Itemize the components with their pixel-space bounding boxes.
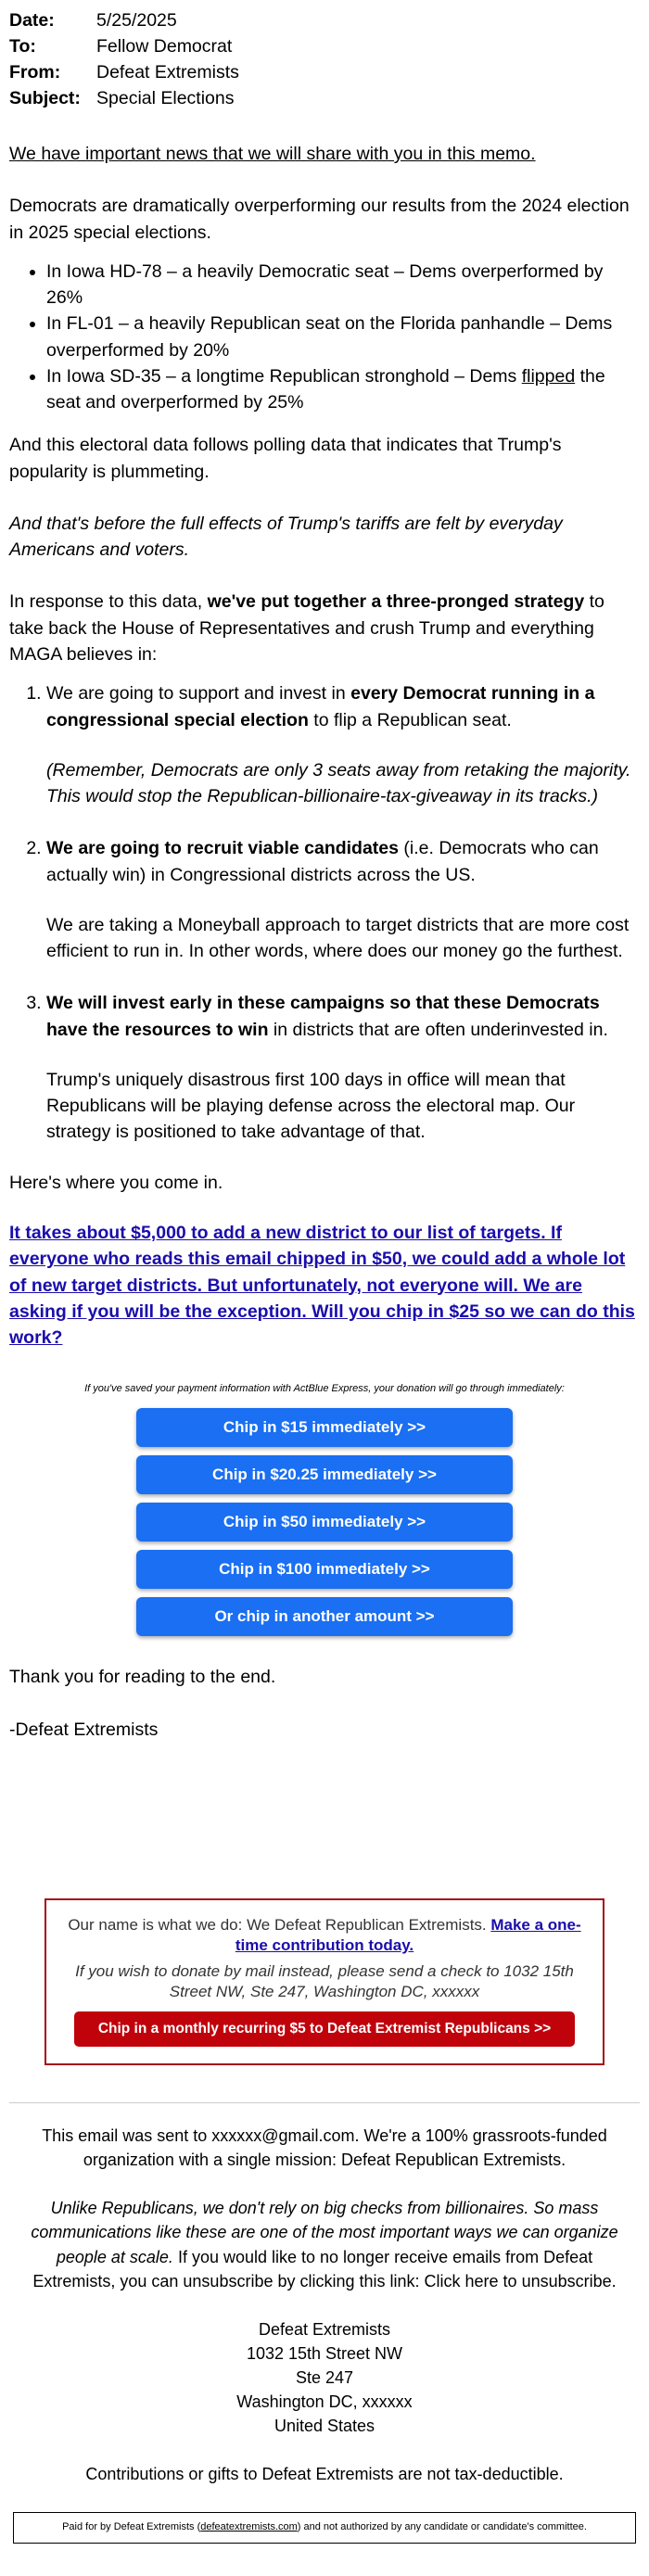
strategy-bold: We are going to recruit viable candidates <box>46 838 399 859</box>
footer-divider <box>9 2102 640 2103</box>
box-text: Our name is what we do: We Defeat Republican Extremists. <box>68 1915 491 1934</box>
street-address: 1032 15th Street NW <box>246 2343 403 2363</box>
date-label: Date: <box>9 9 55 31</box>
subject-value: Special Elections <box>96 87 235 108</box>
date-row <box>9 7 640 33</box>
tariffs-paragraph: And that's before the full effects of Trump's tariffs are felt by everyday Americans and voters. <box>9 513 563 561</box>
chip-15-button[interactable]: Chip in $15 immediately >> <box>136 1408 513 1447</box>
footer <box>9 2124 640 2486</box>
strategy-text: (i.e. Democrats who can actually win) in Congressional districts across the US. <box>46 838 599 885</box>
list-item: • In Iowa HD-78 – a heavily Democratic seat – Dems overperformed by 26% <box>46 259 640 311</box>
strategy-item-2 <box>46 835 640 964</box>
suite: Ste 247 <box>295 2367 354 2387</box>
from-label: From: <box>9 61 61 82</box>
results-list <box>9 259 640 416</box>
list-item: • In FL-01 – a heavily Republican seat on the Florida panhandle – Dems overperformed by 20% <box>46 311 640 363</box>
donate-ask-link[interactable]: It takes about $5,000 to add a new district to our list of targets. If everyone who reads this email chipped in $50, we could add a whole lot of new target districts. But unfortunately, not everyone will. We are asking if you will be the exception. Will you chip in $25 so we can do this work? <box>9 1222 635 1349</box>
signature: -Defeat Extremists <box>9 1719 159 1740</box>
strategy-text: to flip a Republican seat. <box>308 709 512 730</box>
to-label: To: <box>9 35 36 57</box>
strategy-list <box>9 680 640 1145</box>
from-row <box>9 59 640 85</box>
country: United States <box>274 2417 375 2436</box>
strategy-intro-paragraph <box>9 589 640 667</box>
mail-donation-text: If you wish to donate by mail instead, please send a check to 1032 15th Street NW, Ste 247, Washington DC, xxxxxx <box>75 1961 574 2001</box>
strategy-item-1 <box>46 680 640 809</box>
strategy-intro-text: to take back the House of Representatives and crush Trump and everything MAGA believes in: <box>9 591 604 665</box>
memo-header <box>9 7 640 111</box>
actblue-express-note: If you've saved your payment information with ActBlue Express, your donation will go through immediately: <box>84 1383 565 1395</box>
from-value: Defeat Extremists <box>96 61 239 82</box>
list-item <box>46 363 640 416</box>
paid-text: Paid for by Defeat Extremists ( <box>62 2521 201 2533</box>
sent-to-text: This email was sent to xxxxxx@gmail.com. We're a 100% grassroots-funded organization with a single mission: Defeat Republican Extremists. <box>42 2126 607 2170</box>
website-link[interactable]: defeatextremists.com <box>200 2521 298 2533</box>
strategy-bold: We will invest early in these campaigns so that these Democrats have the resources to win <box>46 993 600 1040</box>
chip-50-button[interactable]: Chip in $50 immediately >> <box>136 1503 513 1542</box>
subject-label: Subject: <box>9 87 81 108</box>
to-value: Fellow Democrat <box>96 35 233 57</box>
list-item-text: the seat and overperformed by 25% <box>46 365 605 413</box>
monthly-recurring-button[interactable]: Chip in a monthly recurring $5 to Defeat Extremist Republicans >> <box>74 2011 575 2047</box>
polling-paragraph: And this electoral data follows polling data that indicates that Trump's popularity is plummeting. <box>9 435 562 482</box>
intro-text: We have important news that we will share with you in this memo. <box>9 144 536 164</box>
tax-disclaimer: Contributions or gifts to Defeat Extremists are not tax-deductible. <box>85 2465 564 2484</box>
strategy-subtext: We are taking a Moneyball approach to target districts that are more cost efficient to run in. In other words, where does our money go the furthest. <box>46 914 630 962</box>
org-name: Defeat Extremists <box>258 2319 391 2339</box>
one-time-contribution-link[interactable]: Make a one-time contribution today. <box>235 1915 581 1954</box>
here-text: Here's where you come in. <box>9 1172 223 1193</box>
strategy-subtext: (Remember, Democrats are only 3 seats away from retaking the majority. This would stop the Republican-billionaire-tax-giveaway in its tracks.) <box>46 759 631 807</box>
grassroots-text <box>13 2196 636 2292</box>
chip-100-button[interactable]: Chip in $100 immediately >> <box>136 1550 513 1589</box>
chip-20-25-button[interactable]: Chip in $20.25 immediately >> <box>136 1455 513 1494</box>
flipped-link[interactable]: flipped <box>521 365 576 387</box>
chip-other-amount-button[interactable]: Or chip in another amount >> <box>136 1597 513 1636</box>
box-headline <box>65 1915 584 1956</box>
strategy-text: in districts that are often underinvested in. <box>268 1019 608 1040</box>
paid-for-disclaimer <box>13 2512 636 2544</box>
donation-buttons <box>136 1408 513 1636</box>
strategy-text: We are going to support and invest in <box>46 683 351 704</box>
contribution-box <box>45 1898 604 2065</box>
to-row <box>9 33 640 59</box>
strategy-bold: every Democrat running in a congressional special election <box>46 683 595 730</box>
unsubscribe-link[interactable]: If you would like to no longer receive emails from Defeat Extremists, you can unsubscribe by clicking this link: Click here to unsubscribe. <box>32 2247 617 2290</box>
strategy-intro-text: In response to this data, <box>9 591 208 613</box>
overperforming-paragraph: Democrats are dramatically overperforming our results from the 2024 election in 2025 special elections. <box>9 196 630 243</box>
city: Washington DC, xxxxxx <box>236 2392 413 2411</box>
paid-text: ) and not authorized by any candidate or candidate's committee. <box>297 2521 587 2533</box>
strategy-subtext: Trump's uniquely disastrous first 100 days in office will mean that Republicans will be playing defense across the electoral map. Our strategy is positioned to take advantage of that. <box>46 1069 576 1143</box>
subject-row <box>9 85 640 111</box>
thanks-text: Thank you for reading to the end. <box>9 1667 276 1688</box>
mailing-address <box>13 2317 636 2438</box>
unlike-republicans-text: Unlike Republicans, we don't rely on big checks from billionaires. So mass communications like these are one of the most important ways we can organize people at scale. <box>31 2199 618 2266</box>
strategy-item-3 <box>46 990 640 1145</box>
strategy-intro-bold: we've put together a three-pronged strategy <box>207 591 585 613</box>
date-value: 5/25/2025 <box>96 9 177 31</box>
list-item-text: In Iowa SD-35 – a longtime Republican stronghold – Dems <box>46 365 522 387</box>
